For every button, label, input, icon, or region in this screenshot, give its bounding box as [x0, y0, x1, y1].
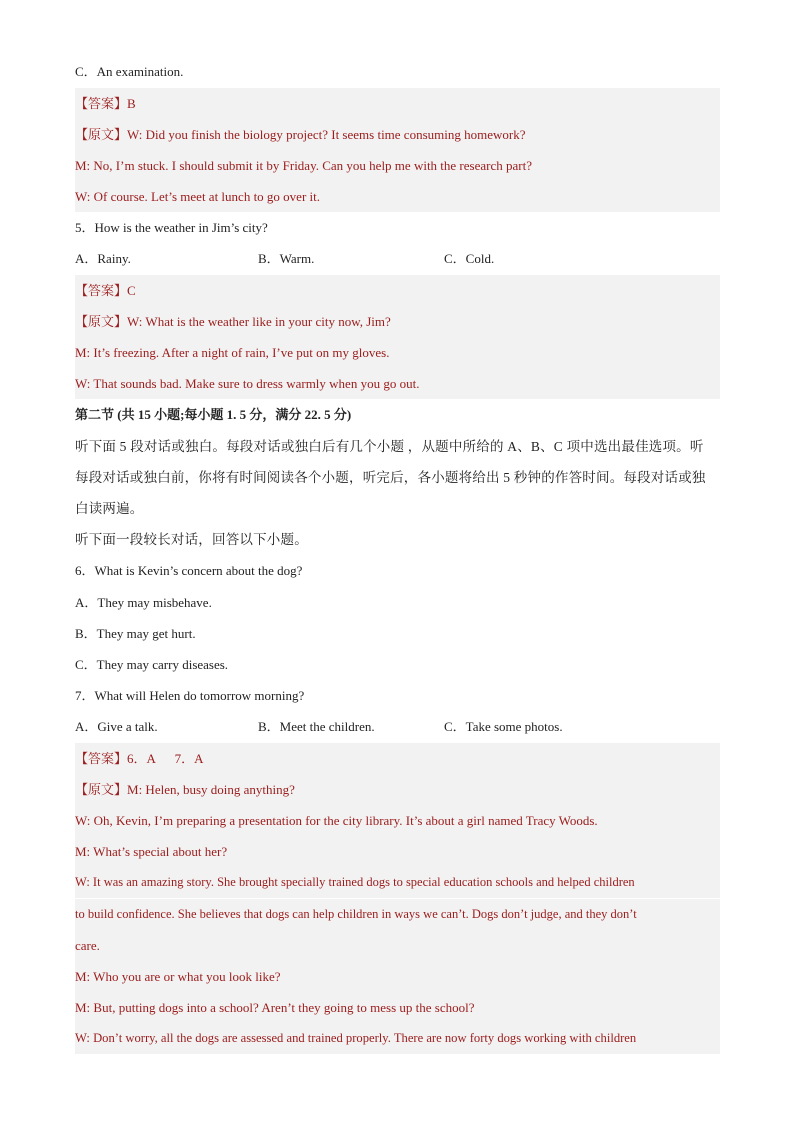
option-a: A．Give a talk.: [75, 719, 158, 734]
answer-line: 【答案】C: [75, 275, 720, 306]
transcript-mark: 【原文】: [75, 314, 128, 329]
question-5-options: [75, 243, 720, 274]
instructions-line: 每段对话或独白前，你将有时间阅读各个小题，听完后，各小题将给出 5 秒钟的作答时间。每段对话或独: [75, 470, 706, 485]
option-b: B．Warm.: [258, 251, 315, 266]
answer-mark: 【答案】: [75, 96, 128, 111]
question-6-option-b: B．They may get hurt.: [75, 626, 196, 641]
question-6-option-c: C．They may carry diseases.: [75, 657, 229, 672]
transcript-mark: 【原文】: [75, 782, 128, 797]
question-5: 5．How is the weather in Jim’s city?: [75, 220, 268, 235]
option-c: C．Take some photos.: [444, 719, 563, 734]
transcript-mark: 【原文】: [75, 127, 128, 142]
transcript-line: M: What’s special about her?: [75, 836, 720, 867]
transcript-line: M: Who you are or what you look like?: [75, 961, 720, 992]
transcript-line: M: But, putting dogs into a school? Aren’t they going to mess up the school?: [75, 992, 720, 1023]
question-6-option-a: A．They may misbehave.: [75, 595, 212, 610]
transcript-line: 【原文】M: Helen, busy doing anything?: [75, 774, 720, 805]
transcript-line: 【原文】W: Did you finish the biology project? It seems time consuming homework?: [75, 119, 720, 150]
transcript-line: W: Oh, Kevin, I’m preparing a presentation for the city library. It’s about a girl named Tracy Woods.: [75, 805, 720, 836]
question-7: 7．What will Helen do tomorrow morning?: [75, 688, 305, 703]
transcript-line: to build confidence. She believes that dogs can help children in ways we can’t. Dogs don’t judge, and they don’t: [75, 899, 720, 930]
instructions-line: 白读两遍。: [75, 501, 144, 516]
question-7-options: [75, 711, 720, 742]
transcript-line: W: That sounds bad. Make sure to dress warmly when you go out.: [75, 368, 720, 399]
transcript-line: W: Don’t worry, all the dogs are assessed and trained properly. There are now forty dogs working with children: [75, 1023, 720, 1054]
transcript-line: care.: [75, 930, 720, 961]
answer-line: 【答案】B: [75, 88, 720, 119]
option-a: A．Rainy.: [75, 251, 131, 266]
transcript-line: M: No, I’m stuck. I should submit it by Friday. Can you help me with the research part?: [75, 150, 720, 181]
question-6: 6．What is Kevin’s concern about the dog?: [75, 563, 303, 578]
section-heading: 第二节 (共 15 小题;每小题 1. 5 分，满分 22. 5 分): [75, 407, 352, 422]
answer-mark: 【答案】: [75, 283, 128, 298]
transcript-line: M: It’s freezing. After a night of rain, I’ve put on my gloves.: [75, 337, 720, 368]
option-c-examination: C．An examination.: [75, 64, 184, 79]
answer-line: 【答案】6．A 7．A: [75, 743, 720, 774]
transcript-line: W: Of course. Let’s meet at lunch to go over it.: [75, 181, 720, 212]
answer-mark: 【答案】: [75, 751, 128, 766]
instructions-line: 听下面 5 段对话或独白。每段对话或独白后有几个小题 ，从题中所给的 A、B、C 项中选出最佳选项。听: [75, 439, 704, 454]
option-c: C．Cold.: [444, 251, 495, 266]
transcript-line: W: It was an amazing story. She brought specially trained dogs to special education schools and helped children: [75, 867, 720, 898]
transcript-line: 【原文】W: What is the weather like in your city now, Jim?: [75, 306, 720, 337]
instructions-line: 听下面一段较长对话，回答以下小题。: [75, 532, 308, 547]
option-b: B．Meet the children.: [258, 719, 375, 734]
